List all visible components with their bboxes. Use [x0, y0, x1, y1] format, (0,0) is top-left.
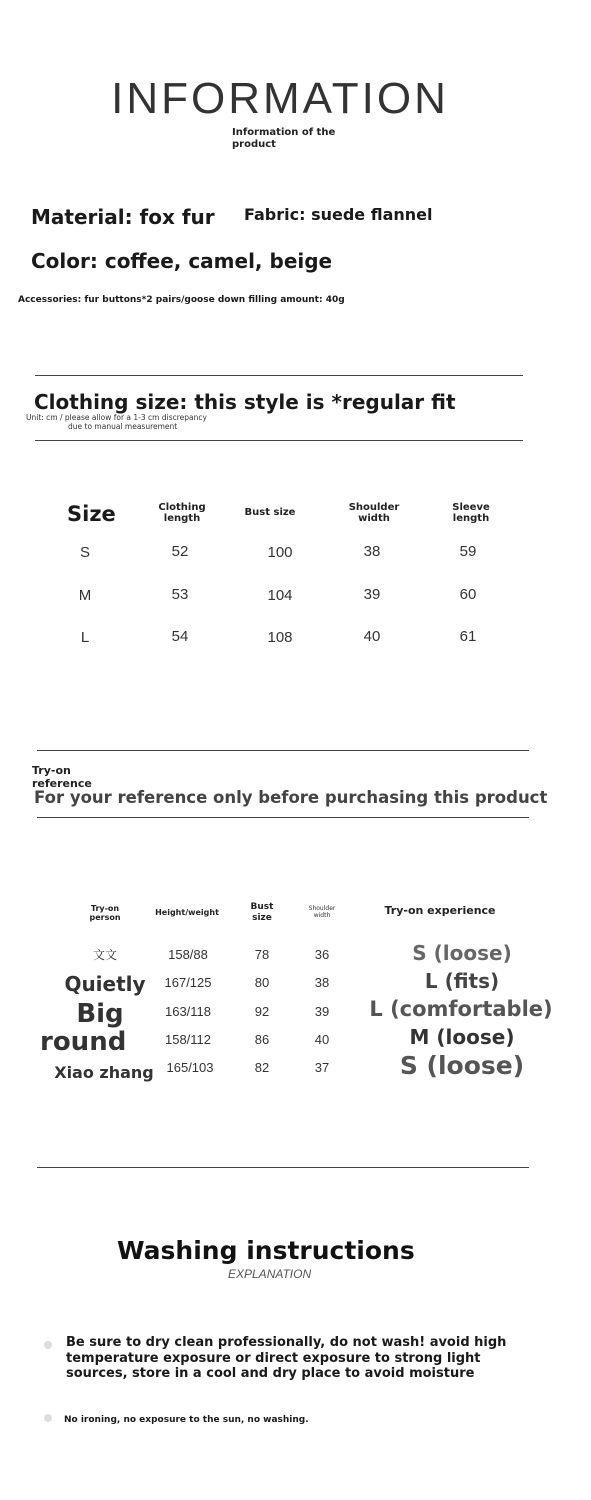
table-cell: 82 [254, 1060, 270, 1075]
washing-item: No ironing, no exposure to the sun, no washing. [64, 1415, 309, 1425]
table-cell: 92 [254, 1004, 270, 1019]
table-cell: 165/103 [166, 1060, 214, 1075]
bust-size-header: Bust size [244, 507, 296, 518]
table-cell: 39 [314, 1004, 330, 1019]
table-cell: 158/112 [164, 1032, 212, 1047]
size-header: Size [67, 502, 116, 526]
table-cell: 167/125 [164, 975, 212, 990]
size-note-line1: Unit: cm / please allow for a 1-3 cm discrepancy [26, 413, 207, 422]
shoulder-width-header: Shoulder width [308, 905, 336, 919]
tryon-experience: S (loose) [412, 941, 512, 965]
washing-subtitle: EXPLANATION [228, 1267, 312, 1281]
bust-size-header: Bust size [250, 902, 274, 923]
table-cell: S [79, 544, 90, 561]
shoulder-width-header: Shoulder width [348, 502, 400, 524]
color-spec: Color: coffee, camel, beige [31, 249, 333, 273]
size-section-title: Clothing size: this style is *regular fit [34, 390, 456, 414]
table-cell: 52 [171, 543, 189, 560]
tryon-experience: L (comfortable) [369, 997, 553, 1021]
table-cell: 60 [459, 586, 477, 603]
table-cell: 53 [171, 586, 189, 603]
height-weight-header: Height/weight [155, 908, 219, 917]
table-cell: 158/88 [168, 947, 208, 962]
tryon-experience-header: Try-on experience [384, 904, 496, 917]
tryon-person: Xiao zhang [54, 1063, 154, 1082]
table-cell: 80 [254, 975, 270, 990]
table-cell: M [78, 587, 92, 604]
bullet-icon [44, 1341, 52, 1349]
washing-item: Be sure to dry clean professionally, do not wash! avoid high temperature exposure or direct exposure to strong light sources, store in a cool and dry place to avoid moisture [66, 1335, 507, 1381]
table-cell: 78 [254, 947, 270, 962]
washing-title: Washing instructions [117, 1236, 415, 1265]
page-subtitle: Information of the product [232, 127, 336, 150]
table-cell: 37 [314, 1060, 330, 1075]
divider [37, 750, 529, 751]
table-cell: 86 [254, 1032, 270, 1047]
tryon-person-header: Try-on person [89, 904, 121, 922]
clothing-length-header: Clothing length [158, 502, 206, 524]
table-cell: 61 [459, 628, 477, 645]
tryon-experience: M (loose) [409, 1025, 515, 1049]
divider [37, 817, 529, 818]
table-cell: 59 [459, 543, 477, 560]
table-cell: 38 [363, 543, 381, 560]
tryon-label: Try-on reference [32, 764, 92, 790]
accessories-spec: Accessories: fur buttons*2 pairs/goose down filling amount: 40g [18, 295, 345, 305]
divider [35, 375, 523, 376]
divider [37, 1167, 529, 1168]
divider [35, 440, 523, 441]
table-cell: 108 [267, 629, 293, 646]
table-cell: 40 [363, 628, 381, 645]
fabric-spec: Fabric: suede flannel [244, 205, 433, 224]
table-cell: 100 [267, 544, 293, 561]
tryon-person: round [40, 1027, 127, 1057]
table-cell: 163/118 [164, 1004, 212, 1019]
table-cell: 36 [314, 947, 330, 962]
table-cell: 38 [314, 975, 330, 990]
tryon-subtitle: For your reference only before purchasing this product [34, 788, 548, 807]
tryon-experience: S (loose) [399, 1051, 525, 1080]
tryon-experience: L (fits) [424, 969, 500, 993]
material-spec: Material: fox fur [31, 205, 215, 229]
tryon-person: Quietly [64, 972, 146, 996]
tryon-person: Big [76, 999, 124, 1029]
table-cell: 104 [267, 587, 293, 604]
table-cell: 39 [363, 586, 381, 603]
size-note-line2: due to manual measurement [68, 422, 178, 431]
table-cell: L [80, 629, 90, 646]
table-cell: 54 [171, 628, 189, 645]
tryon-person: 文文 [92, 948, 117, 962]
page-title: INFORMATION [111, 74, 449, 123]
table-cell: 40 [314, 1032, 330, 1047]
sleeve-length-header: Sleeve length [452, 502, 490, 524]
bullet-icon [44, 1414, 52, 1422]
